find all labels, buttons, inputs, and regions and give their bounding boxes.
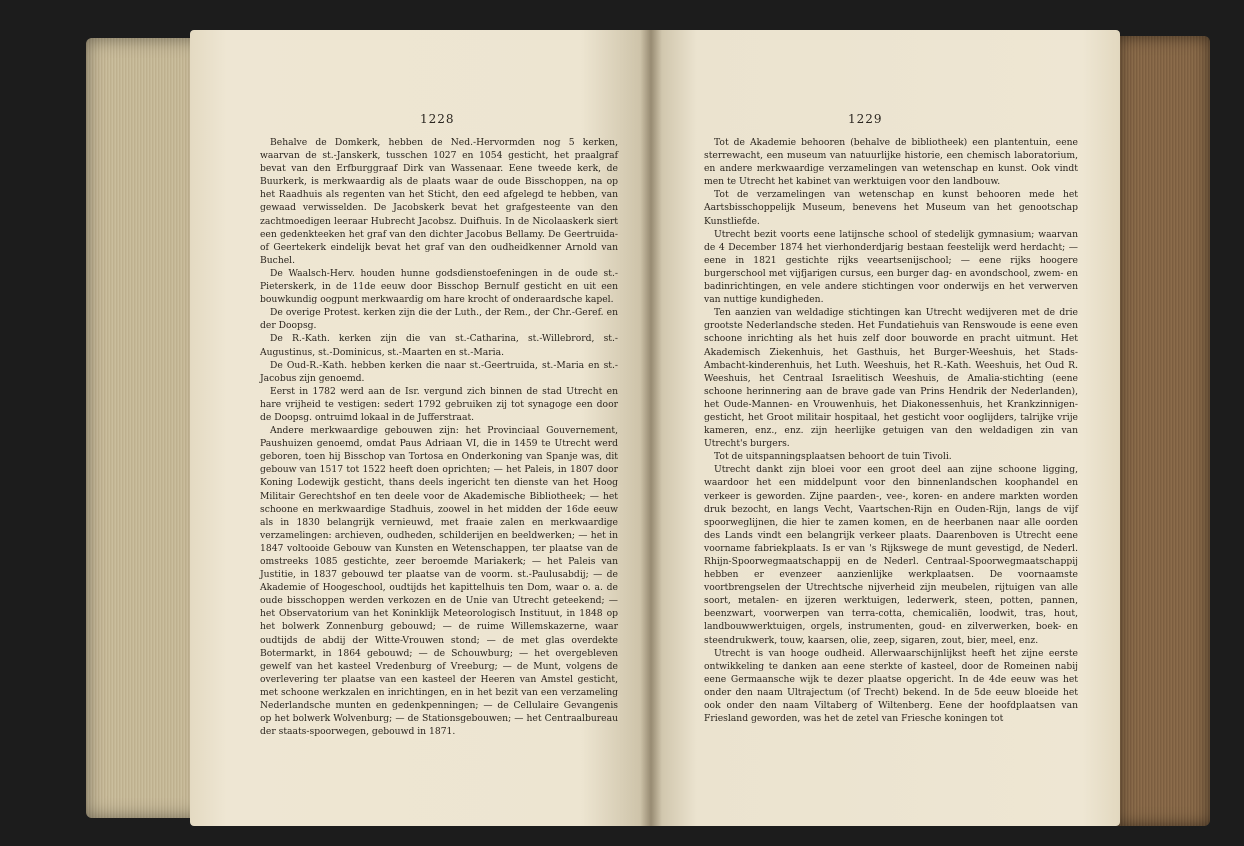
paragraph: Utrecht bezit voorts eene latijnsche school of stedelijk gymnasium; waarvan de 4 December 1874 het vierhonderdjarig bestaan feestelijk werd herdacht; — eene in 1821 gestichte rijks veeartsenijschool; — eene rijks hoogere burgerschool met vijfjarigen cursus, een burger dag- en avondschool, zwem- en badinrichtingen, en vele andere stichtingen voor onderwijs en het verwerven van nuttige kundigheden. xyxy=(704,228,1078,306)
right-page-stack xyxy=(1118,36,1210,826)
paragraph: Andere merkwaardige gebouwen zijn: het Provinciaal Gouvernement, Paushuizen genoemd, omdat Paus Adriaan VI, die in 1459 te Utrecht werd geboren, toen hij Bisschop van Tortosa en Onderkoning van Spanje was, dit gebouw van 1517 tot 1522 heeft doen oprichten; — het Paleis, in 1807 door Koning Lodewijk gesticht, thans deels ingericht ten dienste van het Hoog Militair Gerechtshof en ten deele voor de Akademische Bibliotheek; — het schoone en merkwaardige Stadhuis, zoowel in het midden der 16de eeuw als in 1830 belangrijk vernieuwd, met fraaie zalen en merkwaardige verzamelingen: archieven, oudheden, schilderijen en beeldwerken; — het in 1847 voltooide Gebouw van Kunsten en Wetenschappen, ter plaatse van de omstreeks 1085 gestichte, zeer beroemde Mariakerk; — het Paleis van Justitie, in 1837 gebouwd ter plaatse van de voorm. st.-Paulusabdij; — de Akademie of Hoogeschool, oudtijds het kapittelhuis ten Dom, waar o. a. de oude bisschoppen werden verkozen en de Unie van Utrecht geteekend; — het Observatorium van het Koninklijk Meteorologisch Instituut, in 1848 op het bolwerk Zonnenburg gebouwd; — de ruime Willemskazerne, waar oudtijds de abdij der Witte-Vrouwen stond; — de met glas overdekte Botermarkt, in 1864 gebouwd; — de Schouwburg; — het overgebleven gewelf van het kasteel Vredenburg of Vreeburg; — de Munt, volgens de overlevering ter plaatse van een kasteel der Heeren van Amstel gesticht, met schoone werkzalen en inrichtingen, en in het bezit van een verzameling Nederlandsche munten en gedenkpenningen; — de Cellulaire Gevangenis op het bolwerk Wolvenburg; — de Stationsgebouwen; — het Centraalbureau der staats-spoorwegen, gebouwd in 1871. xyxy=(260,425,618,738)
right-page xyxy=(650,30,1120,826)
paragraph: Eerst in 1782 werd aan de Isr. vergund zich binnen de stad Utrecht en hare vrijheid te vestigen: sedert 1792 gebruiken zij tot synagoge een door de Doopsg. ontruimd lokaal in de Jufferstraat. xyxy=(260,385,618,423)
right-page-text xyxy=(704,136,1078,725)
paragraph: De Waalsch-Herv. houden hunne godsdienstoefeningen in de oude st.-Pieterskerk, in de 11de eeuw door Bisschop Bernulf gesticht en uit een bouwkundig oogpunt merkwaardig om hare krocht of onderaardsche kapel. xyxy=(260,267,618,306)
left-page-text xyxy=(260,136,618,738)
paragraph: Behalve de Domkerk, hebben de Ned.-Hervormden nog 5 kerken, waarvan de st.-Janskerk, tusschen 1027 en 1054 gesticht, het praalgraf bevat van den Erfburggraaf Dirk van Wassenaar. Eene tweede kerk, de Buurkerk, is merkwaardig als de plaats waar de oude Bisschoppen, na op het Raadhuis als regenten van het Sticht, den eed afgelegd te hebben, van gewaad verwisselden. De Jacobskerk bevat het grafgesteente van den zachtmoedigen leeraar Hubrecht Jacobsz. Duifhuis. In de Nicolaaskerk siert een gedenkteeken het graf van den dichter Jacobus Bellamy. De Geertruida- of Geertekerk eindelijk bevat het graf van den oudheidkenner Arnold van Buchel. xyxy=(260,137,618,266)
paragraph: De Oud-R.-Kath. hebben kerken die naar st.-Geertruida, st.-Maria en st.-Jacobus zijn genoemd. xyxy=(260,359,618,384)
book-gutter xyxy=(640,30,662,826)
left-page-stack xyxy=(86,38,204,818)
paragraph: Tot de Akademie behooren (behalve de bibliotheek) een plantentuin, eene sterrewacht, een museum van natuurlijke historie, een chemisch laboratorium, en andere merkwaardige verzamelingen van wetenschap en kunst. Ook vindt men te Utrecht het kabinet van werktuigen voor den landbouw. xyxy=(704,137,1078,188)
left-page xyxy=(190,30,650,826)
paragraph: Ten aanzien van weldadige stichtingen kan Utrecht wedijveren met de drie grootste Nederlandsche steden. Het Fundatiehuis van Renswoude is eene even schoone inrichting als het huis zelf door bouworde en pracht uitmunt. Het Akademisch Ziekenhuis, het Gasthuis, het Burger-Weeshuis, het Stads-Ambacht-kinderenhuis, het Luth. Weeshuis, het R.-Kath. Weeshuis, het Oud R. Weeshuis, het Centraal Israelitisch Weeshuis, de Amalia-stichting (eene schoone herinnering aan de brave gade van Prins Hendrik der Nederlanden), het Oude-Mannen- en Vrouwenhuis, het Diakonessenhuis, het Krankzinnigen-gesticht, het Groot militair hospitaal, het gesticht voor ooglijders, talrijke vrije kameren, enz., enz. zijn heerlijke getuigen van den weldadigen zin van Utrecht's burgers. xyxy=(704,307,1078,450)
paragraph: Tot de verzamelingen van wetenschap en kunst behooren mede het Aartsbisschoppelijk Museum, benevens het Museum van het genootschap Kunstliefde. xyxy=(704,189,1078,227)
left-page-number: 1228 xyxy=(420,112,455,126)
paragraph: Utrecht is van hooge oudheid. Allerwaarschijnlijkst heeft het zijne eerste ontwikkeling te danken aan eene sterkte of kasteel, door de Romeinen nabij eene Germaansche wijk te dezer plaatse opgericht. In de 4de eeuw was het onder den naam Ultrajectum (of Trecht) bekend. In de 5de eeuw bloeide het ook onder den naam Viltaberg of Wiltenberg. Eene der hoofdplaatsen van Friesland geworden, was het de zetel van Friesche koningen tot xyxy=(704,647,1078,725)
paragraph: Tot de uitspanningsplaatsen behoort de tuin Tivoli. xyxy=(714,451,952,463)
open-book xyxy=(86,24,1210,832)
paragraph: Utrecht dankt zijn bloei voor een groot deel aan zijne schoone ligging, waardoor het een middelpunt voor den binnenlandschen koophandel en verkeer is geworden. Zijne paarden-, vee-, koren- en andere markten worden druk bezocht, en langs Vecht, Vaartschen-Rijn en Ouden-Rijn, langs de vijf spoorweglijnen, die hier te zamen komen, en de heerbanen naar alle oorden des Lands vindt een belangrijk verkeer plaats. Daarenboven is Utrecht eene voorname fabriekplaats. Is er van 's Rijkswege de munt gevestigd, de Nederl. Rhijn-Spoorwegmaatschappij en de Nederl. Centraal-Spoorwegmaatschappij hebben er evenzeer aanzienlijke werkplaatsen. De voornaamste voortbrengselen der Utrechtsche nijverheid zijn meubelen, rijtuigen van alle soort, metalen- en ijzeren werktuigen, lederwerk, steen, potten, pannen, beenzwart, voorwerpen van terra-cotta, chemicaliën, loodwit, tras, hout, landbouwwerktuigen, orgels, instrumenten, goud- en zilverwerken, boek- en steendrukwerk, touw, kaarsen, olie, zeep, sigaren, zout, bier, meel, enz. xyxy=(704,464,1078,646)
right-page-number: 1229 xyxy=(848,112,883,126)
paragraph: De overige Protest. kerken zijn die der Luth., der Rem., der Chr.-Geref. en der Doopsg. xyxy=(260,307,618,332)
paragraph: De R.-Kath. kerken zijn die van st.-Catharina, st.-Willebrord, st.-Augustinus, st.-Dominicus, st.-Maarten en st.-Maria. xyxy=(260,333,618,358)
